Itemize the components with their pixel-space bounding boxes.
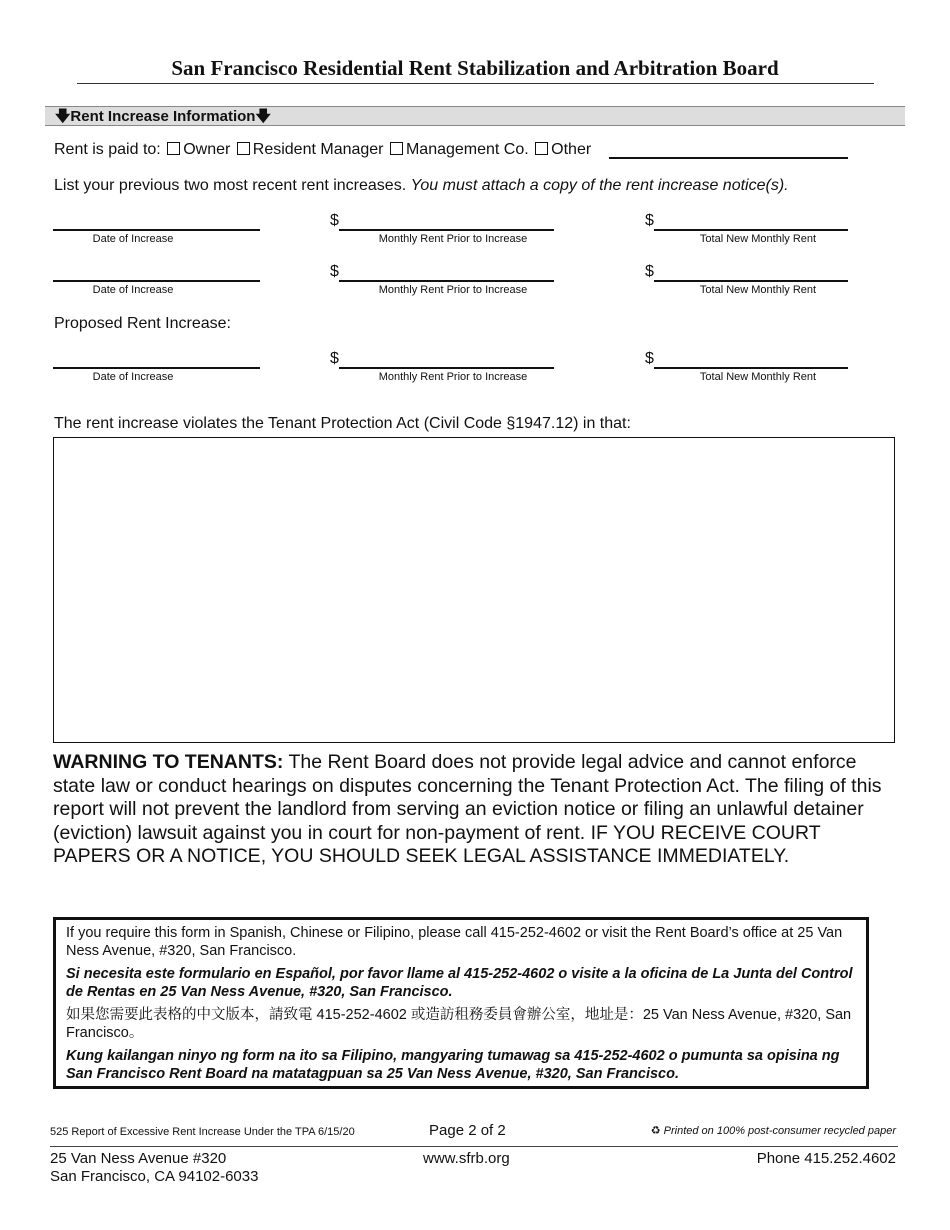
prior-rent-field-2[interactable]: [339, 280, 554, 282]
prior-label-2: Monthly Rent Prior to Increase: [378, 284, 528, 296]
recycle-icon: ♻: [650, 1125, 661, 1137]
language-filipino: Kung kailangan ninyo ng form na ito sa Filipino, mangyaring tumawag sa 415-252-4602 o pumunta sa opisina ng San Francisco Rent Board na matatagpuan sa 25 Van Ness Avenue, #320, San Francisco.: [66, 1048, 840, 1082]
date-label-1: Date of Increase: [92, 233, 174, 245]
address-line-1: 25 Van Ness Avenue #320: [50, 1150, 227, 1167]
new-rent-field-1[interactable]: [654, 229, 848, 231]
paid-to-label: Rent is paid to:: [54, 141, 161, 158]
proposed-prior-label: Monthly Rent Prior to Increase: [378, 371, 528, 383]
prior-rent-field-1[interactable]: [339, 229, 554, 231]
other-specify-field[interactable]: [609, 157, 848, 159]
proposed-prior-rent-field[interactable]: [339, 367, 554, 369]
resident-manager-label: Resident Manager: [252, 141, 384, 158]
violation-text-area[interactable]: [53, 437, 895, 743]
section-header: 🡇Rent Increase Information🡇: [45, 106, 905, 126]
currency-symbol: $: [645, 263, 654, 280]
resident-manager-checkbox[interactable]: [237, 142, 250, 155]
warning-body: The Rent Board does not provide legal advice and cannot enforce state law or conduct hearings on disputes concerning the Tenant Protection Act. The filing of this report will not prevent the landlord from serving an eviction notice or filing an unlawful detainer (eviction) lawsuit against you in court for non-payment of rent. IF YOU RECEIVE COURT PAPERS OR A NOTICE, YOU SHOULD SEEK LEGAL ASSISTANCE IMMEDIATELY.: [53, 751, 882, 867]
currency-symbol: $: [330, 263, 339, 280]
new-label-1: Total New Monthly Rent: [699, 233, 817, 245]
currency-symbol: $: [645, 212, 654, 229]
warning-heading: WARNING TO TENANTS:: [53, 751, 284, 773]
title-rule: [77, 83, 874, 84]
page-number: Page 2 of 2: [429, 1122, 506, 1139]
language-assistance-box: [53, 917, 869, 1089]
date-label-2: Date of Increase: [92, 284, 174, 296]
proposed-new-rent-field[interactable]: [654, 367, 848, 369]
violation-label: The rent increase violates the Tenant Protection Act (Civil Code §1947.12) in that:: [54, 415, 631, 432]
footer-rule: [50, 1146, 898, 1147]
proposed-new-label: Total New Monthly Rent: [699, 371, 817, 383]
previous-increases-instruction: List your previous two most recent rent increases. You must attach a copy of the rent increase notice(s).: [54, 177, 789, 194]
website-link[interactable]: www.sfrb.org: [423, 1150, 510, 1167]
language-spanish: Si necesita este formulario en Español, por favor llame al 415-252-4602 o visite a la oficina de La Junta del Control de Rentas en 25 Van Ness Avenue, #320, San Francisco.: [66, 966, 853, 1000]
new-rent-field-2[interactable]: [654, 280, 848, 282]
currency-symbol: $: [330, 212, 339, 229]
date-of-increase-field-1[interactable]: [53, 229, 260, 231]
new-label-2: Total New Monthly Rent: [699, 284, 817, 296]
warning-paragraph: [53, 751, 903, 869]
language-english: If you require this form in Spanish, Chinese or Filipino, please call 415-252-4602 or visit the Rent Board’s office at 25 Van Ness Avenue, #320, San Francisco.: [66, 925, 843, 959]
other-checkbox[interactable]: [535, 142, 548, 155]
owner-checkbox[interactable]: [167, 142, 180, 155]
date-of-increase-field-2[interactable]: [53, 280, 260, 282]
prior-label-1: Monthly Rent Prior to Increase: [378, 233, 528, 245]
recycled-note: ♻ Printed on 100% post-consumer recycled paper: [650, 1125, 896, 1137]
form-id: 525 Report of Excessive Rent Increase Under the TPA 6/15/20: [50, 1126, 355, 1138]
phone-number: Phone 415.252.4602: [756, 1150, 896, 1167]
proposed-date-field[interactable]: [53, 367, 260, 369]
paid-to-row: [54, 141, 591, 159]
proposed-increase-label: Proposed Rent Increase:: [54, 315, 231, 332]
footer-address: [50, 1150, 258, 1186]
proposed-date-label: Date of Increase: [92, 371, 174, 383]
currency-symbol: $: [330, 350, 339, 367]
management-co-label: Management Co.: [405, 141, 529, 158]
owner-label: Owner: [183, 141, 231, 158]
language-chinese: 如果您需要此表格的中文版本，請致電 415-252-4602 或造訪租務委員會辦公室，地址是：25 Van Ness Avenue, #320, San Francisco。: [66, 1007, 852, 1041]
management-co-checkbox[interactable]: [390, 142, 403, 155]
attach-notice-note: You must attach a copy of the rent increase notice(s).: [410, 177, 789, 194]
address-line-2: San Francisco, CA 94102-6033: [50, 1168, 259, 1185]
currency-symbol: $: [645, 350, 654, 367]
page-title: San Francisco Residential Rent Stabilization and Arbitration Board: [171, 56, 779, 80]
other-label: Other: [551, 141, 592, 158]
